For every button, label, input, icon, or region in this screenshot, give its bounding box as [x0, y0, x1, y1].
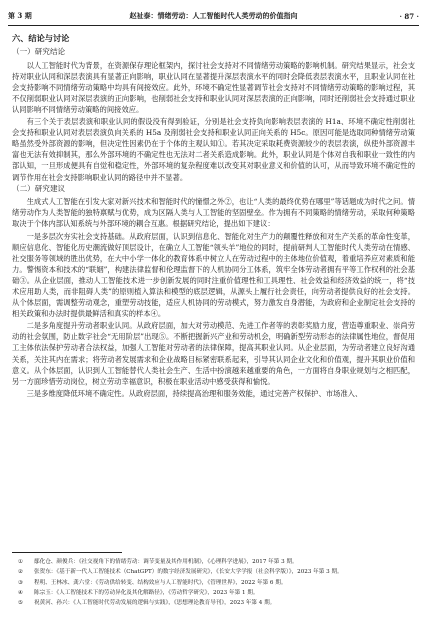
paragraph: 三是多维度降低环境不确定性。从政府层面，持续提高治理和服务效能，通过完善产权保护、市场准入、 — [26, 388, 363, 398]
footnote-mark: ③ — [18, 579, 24, 586]
footnote — [12, 578, 415, 588]
issue-number: 第 3 期 — [8, 11, 32, 20]
footnote-text: 张贺东：《基于新一代人工智能技术（ChatGPT）的数字经济发展研究》，《长安大学学报（社会科学版）》，2023 年第 3 期。 — [34, 569, 343, 576]
subsection-heading-conclusions: （一）研究结论 — [12, 47, 66, 56]
footnote — [12, 588, 415, 598]
footnote-divider — [12, 552, 122, 553]
footnote-text: 程明、王林冰、龚六堂：《劳动供给转变、结构效应与人工智能时代》，《管理世界》，2022 年第 6 期。 — [34, 579, 287, 586]
article-body — [12, 31, 415, 400]
footnote-mark: ① — [18, 559, 24, 565]
page-number: · 87 · — [399, 11, 419, 21]
footnotes — [12, 552, 415, 608]
footnote — [12, 557, 415, 567]
paragraph: 生成式人工智能在引发大家对新兴技术和智能时代的憧憬之外②，也让“人类的最终优势在哪里”等话题成为时代之问。情绪劳动作为人类智能的独特禀赋与优势，成为区隔人类与人工智能的坚固壁垒。作为拥有不同策略的情绪劳动，采取何种策略取决于个体内部认知系统与外部环境的耦合互惠。根据研究结论，提出如下建议： — [12, 197, 415, 229]
footnote-mark: ④ — [18, 589, 24, 596]
footnote-text: 鄢化仓、颜俊兵：《社交视角下的情绪劳动：调节变量及其作用机制》，《心理科学进展》，2017 年第 3 期。 — [34, 559, 298, 565]
footnote-mark: ⑤ — [18, 600, 24, 607]
footnote-text: 陈宗玉：《人工智能技术下的劳动异化及其化解路径》，《劳动哲学研究》，2023 年第 1 期。 — [34, 589, 259, 596]
footnote-mark: ② — [18, 569, 24, 576]
footnote — [12, 598, 415, 608]
paragraph: 一是多层次夯实社会支持基础。从政府层面，认识到信息化、智能化对生产力的颠覆性释放和对生产关系的革命性变革，顺应信息化、智能化历史潮流做好顶层设计，在确立人工智能“领头羊”地位的同时，提前研判人工智能时代人类劳动在情感、社交服务等领域的胜出优势，在大中小学一体化的教育体系中树立人在劳动过程中的主体地位价值观，着重培养应对素质和能力。警惕资本和技术的“联姻”，构建法律监督和伦理监督下的人机协同分工体系，筑牢全体劳动者拥有平等工作权利的社会基础③。从企业层面，推动人工智能技术进一步创新发展的同时注重价值理性和工具理性、社会效益和经济效益的统一，将“技术应用助人类，而非阻碍人类”的原则植入算法和模型的底层逻辑，从源头上履行社会责任，向劳动者提供良好的社会支持。从个体层面，需调整劳动观念，重塑劳动技能，适应人机协同的劳动模式，努力激发自身潜能，为政府和企业制定社会支持的相关政策和办法时提供最鲜活和真实的样本④。 — [12, 231, 415, 319]
paragraph: 以人工智能时代为背景，在资源保存理论框架内，探讨社会支持对不同情绪劳动策略的影响机制。研究结果显示，社会支持对职业认同和深层表演具有显著正向影响，职业认同在显著提升深层表演水平的同时会降低表层表演水平，且职业认同在社会支持影响不同情绪劳动策略中均具有间接效应。此外，环境不确定性显著调节社会支持对不同情绪劳动策略的影响过程，其不仅削弱职业认同对深层表演的正向影响，也削弱社会支持和职业认同对深层表演的正向影响，同时还削弱社会支持通过职业认同影响不同情绪劳动策略的间接效应。 — [12, 60, 415, 114]
header-divider — [8, 25, 419, 26]
footnote-text: 祝黄河、孙兴：《人工智能时代劳动发展的逻辑与实践》，《思想理论教育导刊》，2023 年第 4 期。 — [34, 600, 276, 607]
paragraph: 有三个关于表层表演和职业认同的假设没有得到验证，分别是社会支持负向影响表层表演的 H1a、环境不确定性削弱社会支持和职业认同对表层表演负向关系的 H5a 及削弱社会支持和职业认同正向关系的 H5c。原因可能是选取同种情绪劳动策略虽然受外部资源的影响，但决定性因素仍在于个体的主观认知①。若其决定采取耗费资源较少的表层表演，纵使外部资源丰富也无法有效抑制其，那么外部环境的不确定性也无法对二者关系造成影响。此外，职业认同是个体对自我和职业一致性的内部认知，一旦形成便具有自觉和稳定性，外部环境的复杂程度难以改变其对职业意义和价值的认可，从而导致环境不确定性的调节作用在社会支持影响职业认同的路径中并不显著。 — [12, 117, 415, 182]
paragraph: 二是多角度提升劳动者职业认同。从政府层面，加大对劳动模范、先进工作者等的表彰奖励力度，营造尊重职业、崇尚劳动的社会氛围，防止数字社会“无用阶层”出现⑤。不断把握新兴产业和劳动机会，明确新型劳动形态的法律属性地位，督促用工主体依法保护劳动者合法权益，加强人工智能对劳动者的法律保障，提高其职业认同。从企业层面，为劳动者建立良好沟通关系，关注其内在需求；将劳动者发展需求和企业战略目标紧密联系起来，引导其认同企业文化和价值观，提升其职业价值和意义。从个体层面，认识到人工智能替代人类社会生产、生活中扮演越来越重要的角色，一方面将自身职业规划与之相匹配，另一方面珍惜劳动岗位，树立劳动幸福意识，积极在职业活动中感受获得和愉悦。 — [12, 321, 415, 386]
running-title: 赵祉泰：情绪劳动：人工智能时代人类劳动的价值指向 — [129, 11, 298, 20]
page-header — [8, 8, 419, 24]
subsection-heading-suggestions: （二）研究建议 — [12, 183, 66, 193]
footnote — [12, 567, 415, 577]
section-heading: 六、结论与讨论 — [12, 33, 70, 43]
